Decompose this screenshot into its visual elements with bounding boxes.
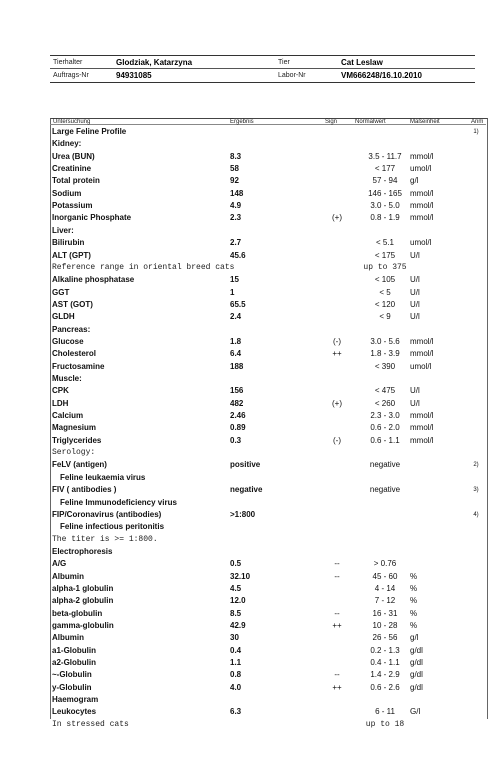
table-row — [0, 200, 500, 212]
test-name: GLDH — [52, 312, 75, 322]
test-name: Fructosamine — [52, 361, 105, 371]
result-value: 0.89 — [230, 423, 246, 433]
normal-range: 1.4 - 2.9 — [370, 670, 400, 680]
result-value: 42.9 — [230, 621, 246, 630]
result-value: 1 — [230, 287, 235, 297]
test-name: Urea (BUN) — [52, 151, 95, 161]
normal-range: 0.6 - 1.1 — [370, 435, 400, 445]
normal-range: < 177 — [374, 164, 396, 174]
normal-range: 0.4 - 1.1 — [370, 658, 400, 668]
result-value: 0.5 — [230, 559, 242, 569]
normal-range: up to 18 — [365, 719, 405, 729]
table-row — [0, 608, 500, 620]
test-name: Feline infectious peritonitis — [60, 522, 165, 532]
result-value: 156 — [230, 386, 244, 396]
table-row — [0, 287, 500, 299]
header-bottom-rule — [50, 82, 475, 83]
result-value: 188 — [230, 361, 244, 371]
table-row — [0, 274, 500, 286]
test-name: FIV ( antibodies ) — [52, 485, 117, 495]
result-value: 32.10 — [230, 571, 251, 581]
test-name: LDH — [52, 398, 69, 408]
result-value: 2.7 — [230, 238, 242, 248]
table-row — [0, 657, 500, 669]
normal-range: negative — [369, 460, 401, 470]
table-row — [0, 459, 500, 471]
table-row — [0, 250, 500, 262]
unit: % — [410, 571, 418, 581]
unit: U/l — [410, 312, 420, 322]
normal-range: negative — [369, 485, 401, 495]
table-row — [0, 595, 500, 607]
result-value: 2.4 — [230, 312, 242, 322]
test-name: Serology: — [52, 448, 96, 458]
normal-range: 0.6 - 2.0 — [370, 423, 400, 433]
normal-range: 0.2 - 1.3 — [370, 645, 400, 655]
test-name: gamma-globulin — [52, 621, 114, 630]
test-name: Feline Immunodeficiency virus — [60, 497, 177, 507]
test-name: alpha-1 globulin — [52, 583, 114, 593]
unit: % — [410, 596, 418, 606]
unit: U/l — [410, 299, 420, 309]
table-row — [0, 645, 500, 657]
normal-range: < 260 — [374, 398, 396, 408]
table-row — [0, 385, 500, 397]
result-value: 65.5 — [230, 299, 246, 309]
test-name: Sodium — [52, 188, 82, 198]
test-name: A/G — [52, 559, 67, 569]
normal-range: 3.5 - 11.7 — [368, 151, 402, 161]
normal-range: 0.8 - 1.9 — [370, 213, 400, 223]
sign-flag: (+) — [332, 213, 342, 223]
sign-flag: -- — [334, 559, 340, 569]
unit: g/dl — [410, 670, 423, 680]
result-value: 1.8 — [230, 336, 242, 346]
table-row — [0, 361, 500, 373]
normal-range: < 5.1 — [375, 238, 394, 248]
col-untersuchung: Untersuchung — [53, 119, 91, 125]
table-row — [0, 620, 500, 632]
normal-range: 2.3 - 3.0 — [370, 411, 400, 421]
table-row — [0, 336, 500, 348]
normal-range: < 175 — [374, 250, 396, 260]
result-value: 4.5 — [230, 583, 242, 593]
sign-flag: ++ — [332, 621, 342, 630]
result-value: 8.3 — [230, 151, 242, 161]
table-row — [0, 151, 500, 163]
result-value: positive — [230, 460, 261, 470]
table-row — [0, 706, 500, 718]
table-row — [0, 484, 500, 496]
table-row — [0, 583, 500, 595]
normal-range: < 120 — [374, 299, 396, 309]
test-name: Calcium — [52, 411, 84, 421]
col-anm: Anm — [471, 119, 484, 125]
unit: mmol/l — [410, 423, 434, 433]
table-row — [0, 237, 500, 249]
result-value: >1:800 — [230, 509, 256, 519]
normal-range: 7 - 12 — [374, 596, 396, 606]
unit: mmol/l — [410, 213, 434, 223]
table-row — [0, 435, 500, 447]
normal-range: < 390 — [374, 361, 396, 371]
test-name: alpha-2 globulin — [52, 596, 114, 606]
unit: mmol/l — [410, 336, 434, 346]
test-name: Glucose — [52, 336, 84, 346]
remark-ref: 1) — [473, 129, 479, 135]
table-row — [0, 398, 500, 410]
test-name: Haemogram — [52, 695, 99, 705]
unit: mmol/l — [410, 349, 434, 359]
normal-range: 10 - 28 — [372, 621, 398, 630]
normal-range: 146 - 165 — [368, 188, 402, 198]
normal-range: 57 - 94 — [372, 176, 398, 186]
table-row — [0, 299, 500, 311]
table-row — [0, 311, 500, 323]
table-row — [0, 509, 500, 521]
normal-range: 4 - 14 — [374, 583, 396, 593]
test-name: Inorganic Phosphate — [52, 213, 132, 223]
unit: g/l — [410, 633, 419, 643]
unit: U/l — [410, 398, 420, 408]
unit: umol/l — [410, 361, 432, 371]
comment-row — [0, 262, 500, 274]
tier-label: Tier — [278, 59, 290, 66]
sign-flag: -- — [334, 571, 340, 581]
result-value: 4.9 — [230, 201, 242, 211]
sign-flag: (-) — [333, 435, 341, 445]
result-value: 30 — [230, 633, 239, 643]
table-row — [0, 669, 500, 681]
col-masseinheit: Maßeinheit — [410, 119, 440, 125]
tierhalter-value: Glodziak, Katarzyna — [116, 58, 193, 67]
result-value: 12.0 — [230, 596, 246, 606]
normal-range: < 9 — [379, 312, 391, 322]
table-row — [0, 571, 500, 583]
section-heading — [0, 324, 500, 336]
sign-flag: ++ — [332, 682, 342, 692]
comment-row — [0, 447, 500, 459]
result-value: 15 — [230, 275, 239, 285]
unit: mmol/l — [410, 201, 434, 211]
unit: U/l — [410, 250, 420, 260]
unit: U/l — [410, 386, 420, 396]
result-value: 4.0 — [230, 682, 242, 692]
col-normalwert: Normalwert — [355, 119, 386, 125]
result-value: 148 — [230, 188, 244, 198]
test-name: Creatinine — [52, 164, 92, 174]
unit: umol/l — [410, 238, 432, 248]
normal-range: 16 - 31 — [372, 608, 398, 618]
section-heading — [0, 225, 500, 237]
remark-ref: 3) — [473, 487, 479, 494]
test-name: The titer is >= 1:800. — [52, 534, 158, 544]
comment-row — [0, 719, 500, 731]
result-value: 2.46 — [230, 411, 246, 421]
col-sign: Sign — [325, 119, 338, 125]
table-row — [0, 163, 500, 175]
result-value: 1.1 — [230, 658, 242, 668]
labor-label: Labor-Nr — [278, 72, 306, 79]
header-top-rule — [50, 55, 475, 56]
subtitle-row — [0, 497, 500, 509]
sign-flag: (+) — [332, 398, 342, 408]
auftrags-value: 94931085 — [116, 71, 152, 80]
result-value: 6.4 — [230, 349, 242, 359]
test-name: Liver: — [52, 225, 74, 235]
unit: mmol/l — [410, 411, 434, 421]
normal-range: 1.8 - 3.9 — [370, 349, 400, 359]
result-value: 6.3 — [230, 707, 242, 717]
result-value: 0.8 — [230, 670, 242, 680]
table-row — [0, 410, 500, 422]
remark-ref: 4) — [473, 511, 479, 518]
table-row — [0, 188, 500, 200]
test-name: Albumin — [52, 571, 84, 581]
test-name: In stressed cats — [52, 719, 129, 729]
test-name: FeLV (antigen) — [52, 460, 107, 470]
section-heading — [0, 126, 500, 138]
subtitle-row — [0, 521, 500, 533]
tierhalter-label: Tierhalter — [53, 59, 83, 66]
tier-value: Cat Leslaw — [341, 58, 383, 67]
normal-range: 3.0 - 5.0 — [370, 201, 400, 211]
remark-ref: 2) — [473, 462, 479, 469]
result-value: 58 — [230, 164, 239, 174]
table-row — [0, 422, 500, 434]
test-name: Reference range in oriental breed cats — [52, 262, 235, 272]
normal-range: < 475 — [374, 386, 396, 396]
normal-range: 3.0 - 5.6 — [370, 336, 400, 346]
test-name: Leukocytes — [52, 707, 97, 717]
test-name: Potassium — [52, 201, 93, 211]
test-name: Electrophoresis — [52, 546, 113, 556]
test-name: Triglycerides — [52, 435, 102, 445]
unit: G/l — [410, 707, 421, 717]
unit: g/l — [410, 176, 419, 186]
test-name: ~-Globulin — [52, 670, 92, 680]
unit: umol/l — [410, 164, 432, 174]
section-heading — [0, 138, 500, 150]
unit: g/dl — [410, 645, 423, 655]
test-name: Kidney: — [52, 139, 82, 149]
result-value: 0.4 — [230, 645, 242, 655]
section-heading — [0, 694, 500, 706]
unit: % — [410, 621, 418, 630]
test-name: ALT (GPT) — [52, 250, 91, 260]
test-name: Albumin — [52, 633, 84, 643]
test-name: CPK — [52, 386, 69, 396]
unit: g/dl — [410, 658, 423, 668]
unit: mmol/l — [410, 151, 434, 161]
sign-flag: -- — [334, 608, 340, 618]
unit: % — [410, 583, 418, 593]
header-middle-rule — [50, 68, 475, 69]
test-name: Bilirubin — [52, 238, 85, 248]
normal-range: up to 375 — [363, 262, 407, 272]
test-name: Magnesium — [52, 423, 97, 433]
test-name: FIP/Coronavirus (antibodies) — [52, 509, 162, 519]
test-name: beta-globulin — [52, 608, 103, 618]
result-value: 2.3 — [230, 213, 242, 223]
test-name: Feline leukaemia virus — [60, 472, 146, 482]
test-name: Alkaline phosphatase — [52, 275, 135, 285]
normal-range: 6 - 11 — [375, 707, 395, 717]
result-value: 0.3 — [230, 435, 242, 445]
table-row — [0, 682, 500, 694]
unit: mmol/l — [410, 435, 434, 445]
test-name: Total protein — [52, 176, 100, 186]
test-name: AST (GOT) — [52, 299, 93, 309]
comment-row — [0, 534, 500, 546]
subtitle-row — [0, 472, 500, 484]
test-name: GGT — [52, 287, 70, 297]
table-row — [0, 558, 500, 570]
test-name: a2-Globulin — [52, 658, 96, 668]
test-name: a1-Globulin — [52, 645, 96, 655]
test-name: Large Feline Profile — [52, 127, 127, 136]
table-row — [0, 212, 500, 224]
normal-range: < 105 — [374, 275, 396, 285]
result-value: negative — [230, 485, 263, 495]
normal-range: 0.6 - 2.6 — [370, 682, 400, 692]
result-value: 45.6 — [230, 250, 246, 260]
table-row — [0, 632, 500, 644]
labor-value: VM666248/16.10.2010 — [341, 71, 422, 80]
sign-flag: -- — [334, 670, 340, 680]
sign-flag: ++ — [332, 349, 342, 359]
auftrags-label: Auftrags-Nr — [53, 72, 89, 79]
test-name: Muscle: — [52, 374, 82, 383]
normal-range: 26 - 56 — [372, 633, 398, 643]
normal-range: > 0.76 — [373, 559, 397, 569]
test-name: y-Globulin — [52, 682, 92, 692]
section-heading — [0, 373, 500, 385]
unit: % — [410, 608, 418, 618]
normal-range: 45 - 60 — [372, 571, 398, 581]
result-value: 482 — [230, 398, 244, 408]
result-value: 8.5 — [230, 608, 242, 618]
result-value: 92 — [230, 176, 239, 186]
col-ergebnis: Ergebnis — [230, 119, 254, 125]
table-row — [0, 348, 500, 360]
section-heading — [0, 546, 500, 558]
unit: g/dl — [410, 682, 423, 692]
table-row — [0, 175, 500, 187]
test-name: Cholesterol — [52, 349, 97, 359]
unit: mmol/l — [410, 188, 434, 198]
sign-flag: (-) — [333, 336, 341, 346]
unit: U/l — [410, 287, 420, 297]
normal-range: < 5 — [379, 287, 391, 297]
test-name: Pancreas: — [52, 324, 91, 334]
unit: U/l — [410, 275, 420, 285]
